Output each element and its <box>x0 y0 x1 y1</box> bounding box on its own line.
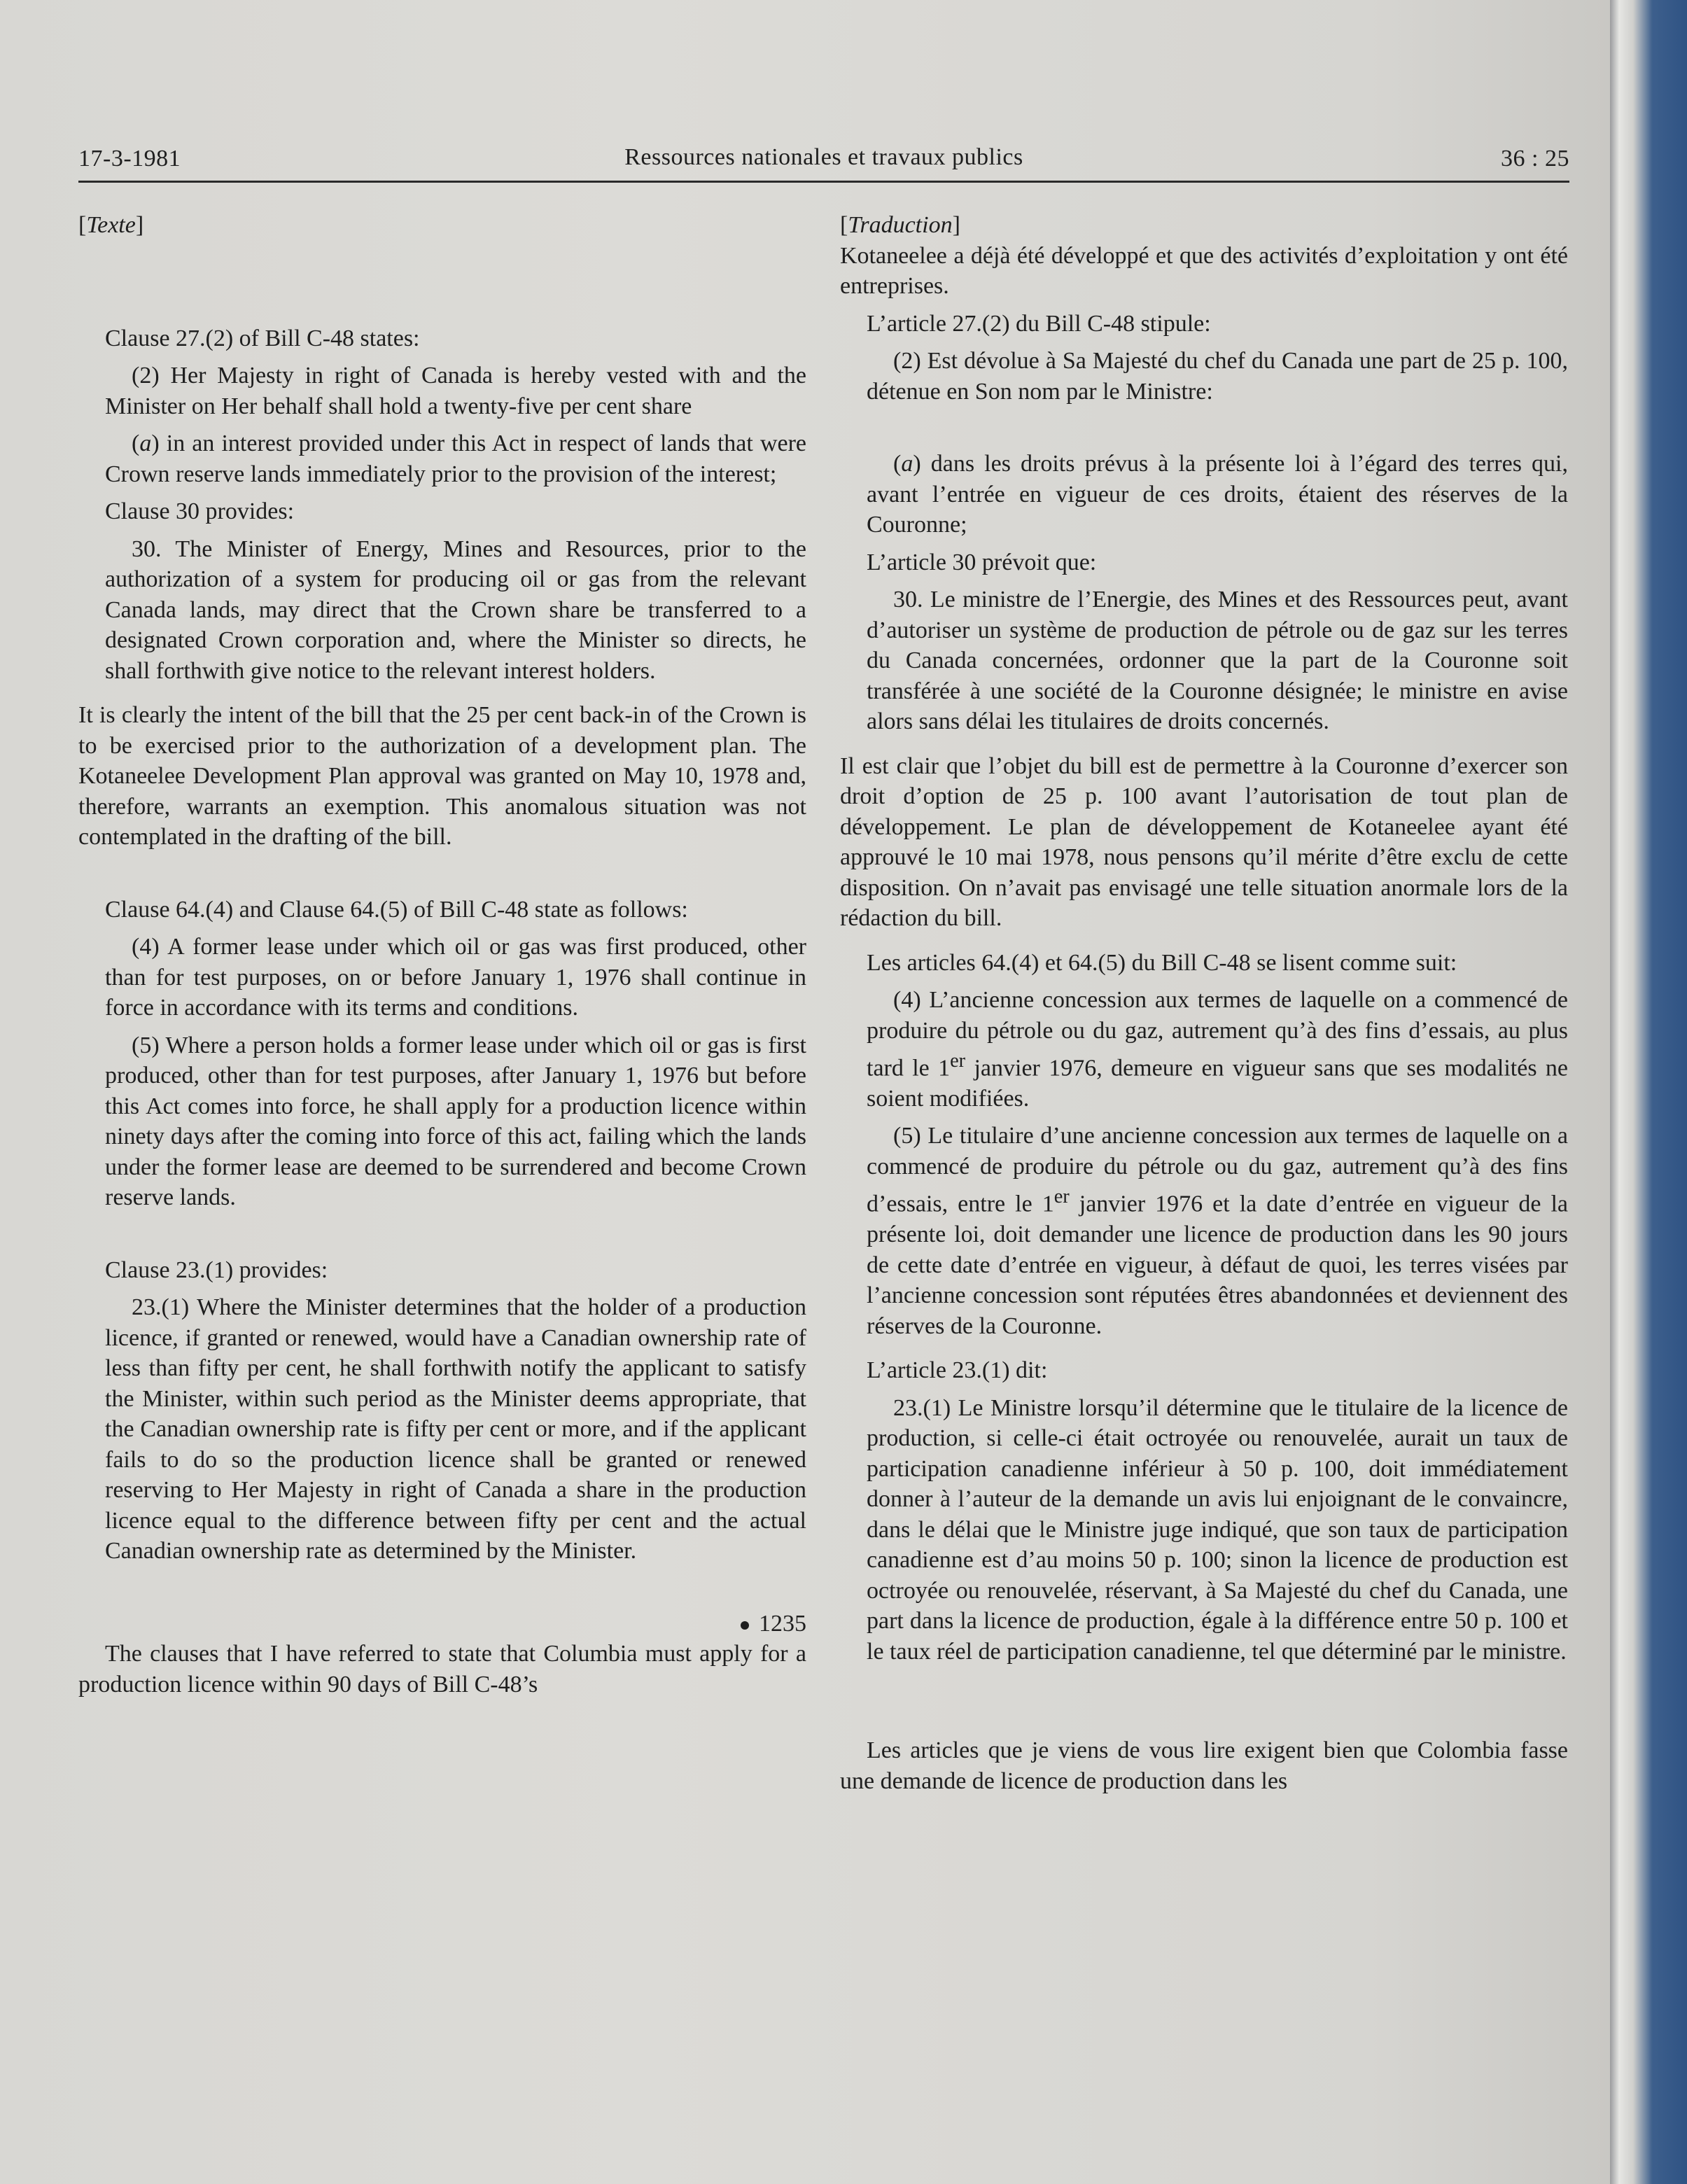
opening-paragraph: Kotaneelee a déjà été développé et que des activités d’exploitation y ont été entreprises. <box>840 242 1568 299</box>
art64-4-pre: (4) L’ancienne concession aux termes de laquelle on a commencé de produire du pétrole ou du gaz, autrement qu’à des fins d’essais, au plus tard le 1 <box>867 987 1568 1082</box>
art64-4-text <box>867 985 1568 1114</box>
clause23-intro: Clause 23.(1) provides: <box>105 1256 328 1283</box>
column-label: [Traduction] <box>840 212 960 238</box>
art64-5-pre: (5) Le titulaire d’une ancienne concession aux termes de laquelle on a commencé de produire du pétrole ou du gaz, autrement qu’à des fins d’essais, entre le 1 <box>867 1123 1568 1217</box>
label-text: Traduction <box>848 212 953 238</box>
final-paragraph: Les articles que je viens de vous lire exigent bien que Colombia fasse une demande de licence de production dans les <box>840 1737 1568 1794</box>
art64-4-post: janvier 1976, demeure en vigueur sans que ses modalités ne soient modifiées. <box>867 1055 1569 1112</box>
clause27-text: (2) Her Majesty in right of Canada is hereby vested with and the Minister on Her behalf shall hold a twenty-five per cent share <box>105 363 806 419</box>
ordinal-superscript: er <box>1054 1186 1070 1208</box>
clause64-intro: Clause 64.(4) and Clause 64.(5) of Bill C-48 state as follows: <box>105 896 688 923</box>
art30-text: 30. Le ministre de l’Energie, des Mines et des Ressources peut, avant d’autoriser un système de production de pétrole ou de gaz sur les terres du Canada concernées, ordonner que la part de la Couronne soit transférée à une société de la Couronne désignée; le ministre en avise alors sans délai les titulaires de droits concernés. <box>867 587 1568 734</box>
art27-text: (2) Est dévolue à Sa Majesté du chef du Canada une part de 25 p. 100, détenue en Son nom par le Ministre: <box>867 348 1568 405</box>
ordinal-superscript: er <box>950 1050 966 1072</box>
bullet-icon <box>741 1621 749 1630</box>
clause30-text: 30. The Minister of Energy, Mines and Resources, prior to the authorization of a system for producing oil or gas from the relevant Canada lands, may direct that the Crown share be transferred to a designated Crown corporation and, where the Minister so directs, he shall forthwith give notice to the relevant interest holders. <box>105 536 806 684</box>
intent-paragraph: It is clearly the intent of the bill that the 25 per cent back-in of the Crown is to be exercised prior to the authorization of a development plan. The Kotaneelee Development Plan approval was granted on May 10, 1978 and, therefore, warrants an exemption. This anomalous situation was not contemplated in the drafting of the bill. <box>78 702 806 850</box>
subclause-a-text: dans les droits prévus à la présente loi à l’égard des terres qui, avant l’entrée en vigueur de ces droits, étaient des réserves de la Couronne; <box>867 451 1568 538</box>
art27-intro: L’article 27.(2) du Bill C-48 stipule: <box>867 310 1211 337</box>
art64-5-text <box>867 1121 1568 1341</box>
book-binding <box>1610 0 1687 2184</box>
header-title: Ressources nationales et travaux publics <box>624 144 1023 170</box>
subclause-a-label: a <box>901 451 913 477</box>
running-header <box>78 144 1569 183</box>
art64-intro: Les articles 64.(4) et 64.(5) du Bill C-48 se lisent comme suit: <box>867 949 1457 976</box>
final-paragraph: The clauses that I have referred to state that Columbia must apply for a production licence within 90 days of Bill C-48’s <box>78 1641 806 1698</box>
art23-text: 23.(1) Le Ministre lorsqu’il détermine que le titulaire de la licence de production, si celle-ci était octroyée ou renouvelée, aurait un taux de participation canadienne inférieur à 50 p. 100, doit immédiatement donner à l’auteur de la demande un avis lui enjoignant de le convaincre, dans le délai que le Ministre juge indiqué, que son taux de participation canadienne est d’au moins 50 p. 100; sinon la licence de production est octroyée ou renouvelée, réservant, à Sa Majesté du chef du Canada, une part dans la licence de production, égale à la différence entre 50 p. 100 et le taux réel de participation canadienne, tel que déterminé par le ministre. <box>867 1394 1568 1665</box>
clause64-4-text: (4) A former lease under which oil or gas was first produced, other than for test purposes, on or before January 1, 1976 shall continue in force in accordance with its terms and conditions. <box>105 934 806 1021</box>
column-label: [Texte] <box>78 212 144 238</box>
french-column <box>840 210 1568 1796</box>
label-text: Texte <box>86 212 136 238</box>
clause30-intro: Clause 30 provides: <box>105 498 295 524</box>
english-column <box>78 210 806 1700</box>
intent-paragraph: Il est clair que l’objet du bill est de permettre à la Couronne d’exercer son droit d’option de 25 p. 100 avant l’autorisation de tout plan de développement. Le plan de développement de Kotaneelee ayant été approuvé le 10 mai 1978, nous pensons qu’il mérite d’être exclu de cette disposition. On n’avait pas envisagé une telle situation anormale lors de la rédaction du bill. <box>840 752 1568 931</box>
header-date: 17-3-1981 <box>78 146 181 172</box>
clause64-5-text: (5) Where a person holds a former lease under which oil or gas is first produced, other than for test purposes, after January 1, 1976 but before this Act comes into force, he shall apply for a production licence within ninety days after the coming into force of this act, failing which the lands under the former lease are deemed to be surrendered and become Crown reserve lands. <box>105 1032 806 1210</box>
subclause-a-label: a <box>139 430 152 456</box>
art23-intro: L’article 23.(1) dit: <box>867 1357 1048 1384</box>
art30-intro: L’article 30 prévoit que: <box>867 549 1097 575</box>
time-marker-value: 1235 <box>759 1610 806 1637</box>
time-marker <box>78 1609 806 1639</box>
subclause-a-text: in an interest provided under this Act in respect of lands that were Crown reserve lands immediately prior to the provision of the interest; <box>105 430 806 487</box>
clause23-text: 23.(1) Where the Minister determines that the holder of a production licence, if granted or renewed, would have a Canadian ownership rate of less than fifty per cent, he shall forthwith notify the applicant to satisfy the Minister, within such period as the Minister deems appropriate, that the Canadian ownership rate is fifty per cent or more, and if the applicant fails to do so the production licence shall be granted or renewed reserving to Her Majesty in right of Canada a share in the production licence equal to the difference between fifty per cent and the actual Canadian ownership rate as determined by the Minister. <box>105 1294 806 1564</box>
clause27-subclause-a: (a) in an interest provided under this Act in respect of lands that were Crown reserve lands immediately prior to the provision of the interest; <box>105 430 806 487</box>
header-page-number: 36 : 25 <box>1501 146 1569 172</box>
art64-5-post: janvier 1976 et la date d’entrée en vigueur de la présente loi, doit demander une licence de production dans les 90 jours de cette date d’entrée en vigueur, à défaut de quoi, les terres visées par l’ancienne concession sont réputées êtres abandonnées et deviennent des réserves de la Couronne. <box>867 1191 1568 1339</box>
art27-subclause-a: (a) dans les droits prévus à la présente loi à l’égard des terres qui, avant l’entrée en vigueur de ces droits, étaient des réserves de la Couronne; <box>867 451 1568 538</box>
clause27-intro: Clause 27.(2) of Bill C-48 states: <box>105 325 420 351</box>
